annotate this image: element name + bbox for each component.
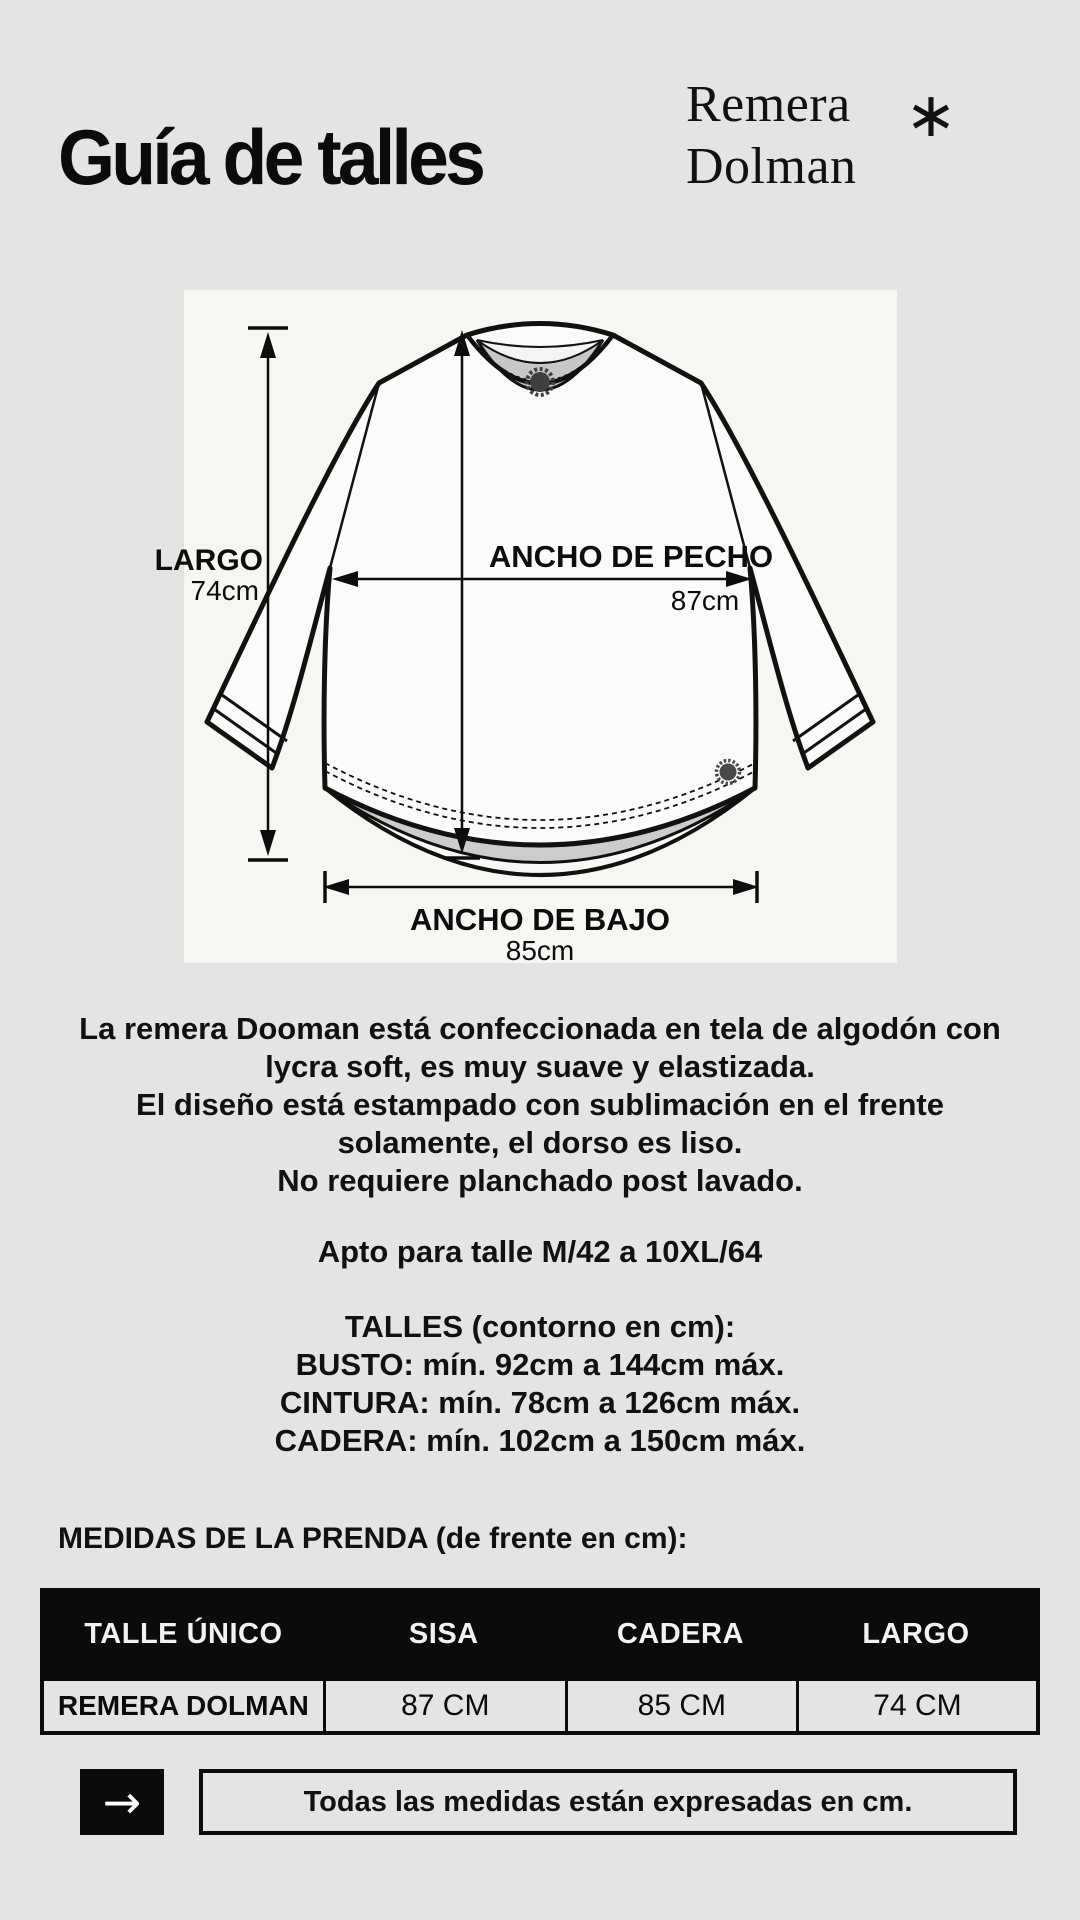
header-cell-talle-unico: TALLE ÚNICO xyxy=(84,1618,283,1650)
row-cell-name: REMERA DOLMAN xyxy=(57,1690,309,1721)
description-paragraph xyxy=(40,1010,1040,1200)
product-name-line1: Remera xyxy=(686,76,851,133)
header-cell-largo: LARGO xyxy=(862,1618,970,1650)
description-line: La remera Dooman está confeccionada en tela de algodón con xyxy=(79,1011,1001,1046)
product-name-line2: Dolman xyxy=(686,138,857,195)
arrow-right-icon: → xyxy=(102,1775,142,1829)
units-note-text: Todas las medidas están expresadas en cm. xyxy=(303,1785,913,1818)
size-diagram-panel xyxy=(154,290,897,966)
largo-value: 74cm xyxy=(190,575,259,606)
largo-label: LARGO xyxy=(154,544,263,577)
page-title: Guía de talles xyxy=(58,113,483,201)
asterisk-icon: ∗ xyxy=(905,78,957,151)
bajo-value: 85cm xyxy=(505,935,575,966)
fit-range-line: Apto para talle M/42 a 10XL/64 xyxy=(317,1234,763,1269)
shirt-outline xyxy=(207,324,873,846)
talles-line: BUSTO: mín. 92cm a 144cm máx. xyxy=(295,1347,785,1382)
row-cell-cadera: 85 CM xyxy=(565,1681,796,1731)
description-line: El diseño está estampado con sublimación en el frente xyxy=(136,1087,944,1122)
description-line: solamente, el dorso es liso. xyxy=(337,1125,743,1160)
row-cell-largo: 74 CM xyxy=(796,1681,1036,1731)
bajo-label: ANCHO DE BAJO xyxy=(409,902,671,937)
description-line: lycra soft, es muy suave y elastizada. xyxy=(265,1049,815,1084)
size-table xyxy=(40,1588,1040,1735)
description-line: No requiere planchado post lavado. xyxy=(277,1163,803,1198)
row-cell-sisa: 87 CM xyxy=(323,1681,565,1731)
talles-line: CADERA: mín. 102cm a 150cm máx. xyxy=(274,1423,806,1458)
medidas-heading: MEDIDAS DE LA PRENDA (de frente en cm): xyxy=(58,1522,688,1555)
size-table-header-row xyxy=(44,1592,1036,1677)
product-name xyxy=(686,74,857,198)
talles-line: CINTURA: mín. 78cm a 126cm máx. xyxy=(279,1385,801,1420)
header-cell-cadera: CADERA xyxy=(616,1618,744,1650)
pecho-label: ANCHO DE PECHO xyxy=(488,539,774,574)
table-row xyxy=(44,1677,1036,1731)
shirt-diagram xyxy=(154,290,897,966)
header-cell-sisa: SISA xyxy=(408,1618,479,1650)
arrow-badge xyxy=(80,1769,164,1835)
talles-block xyxy=(40,1308,1040,1460)
pecho-value: 87cm xyxy=(670,585,740,616)
talles-line: TALLES (contorno en cm): xyxy=(344,1309,736,1344)
units-note-box xyxy=(199,1769,1017,1835)
